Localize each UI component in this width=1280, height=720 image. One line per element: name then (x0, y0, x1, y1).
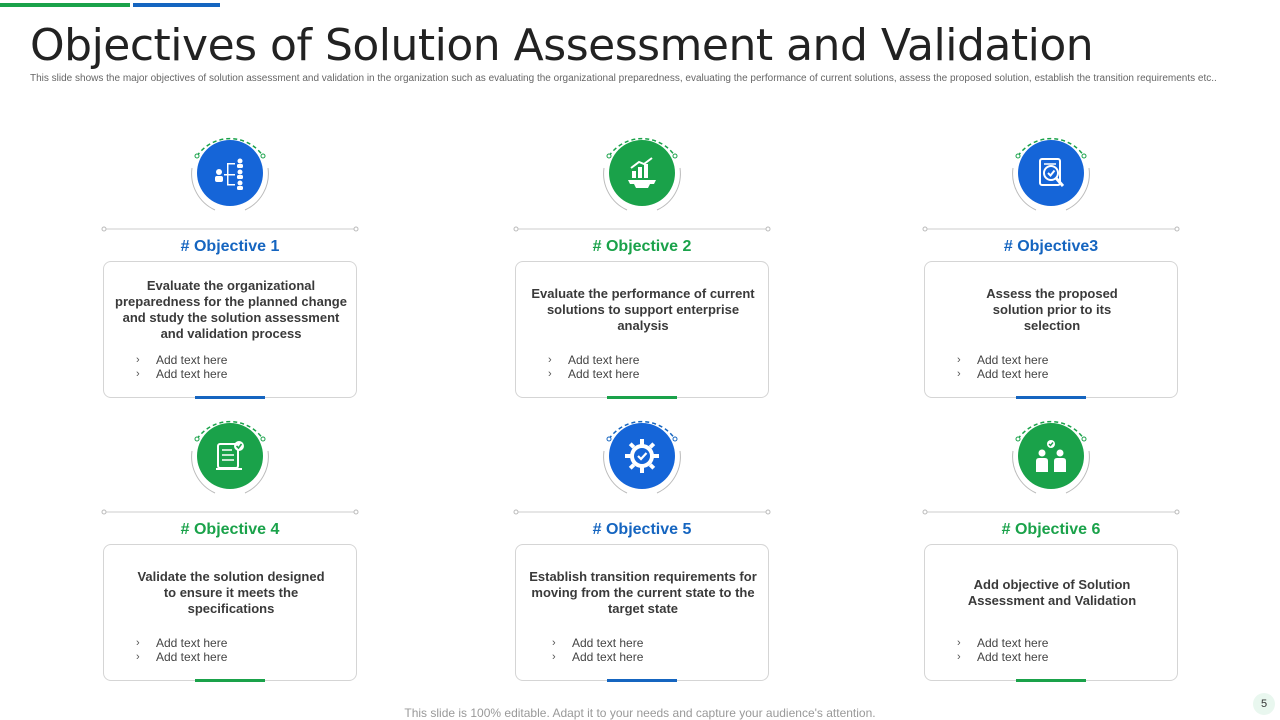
accent-underline (607, 396, 677, 399)
objective-heading: # Objective 2 (592, 238, 692, 255)
objective-card-3 (922, 128, 1180, 418)
objective-card-1 (101, 128, 359, 418)
chevron-right-icon: › (957, 368, 961, 380)
objective-icon-badge (597, 411, 687, 501)
chevron-right-icon: › (552, 637, 556, 649)
bullet-item (548, 367, 639, 381)
bullet-item (552, 636, 643, 650)
certificate-icon (197, 423, 263, 489)
organization-chart-icon (197, 140, 263, 206)
accent-underline (1016, 679, 1086, 682)
bullet-text: Add text here (156, 650, 228, 664)
objective-description: Validate the solution designed to ensure it meets the specifications (137, 569, 325, 616)
bullet-item (957, 367, 1048, 381)
objective-card-5 (513, 411, 771, 701)
bullet-item (136, 367, 227, 381)
bullet-text: Add text here (572, 650, 644, 664)
objective-box (103, 261, 357, 398)
bullet-text: Add text here (977, 353, 1049, 367)
bullet-list (136, 636, 227, 664)
slide-footer: This slide is 100% editable. Adapt it to your needs and capture your audience's attention. (404, 706, 876, 720)
bullet-item (548, 353, 639, 367)
bullet-list (552, 636, 643, 664)
bullet-list (548, 353, 639, 381)
bullet-text: Add text here (572, 636, 644, 650)
objective-card-4 (101, 411, 359, 701)
accent-underline (1016, 396, 1086, 399)
connector-line (922, 224, 1180, 234)
chevron-right-icon: › (957, 637, 961, 649)
chevron-right-icon: › (957, 651, 961, 663)
objective-description: Evaluate the organizational preparedness for the planned change and study the solution assessment and validation process (115, 278, 347, 341)
bullet-list (957, 636, 1048, 664)
connector-line (922, 507, 1180, 517)
objective-description: Evaluate the performance of current solutions to support enterprise analysis (531, 286, 755, 333)
objective-box (515, 544, 769, 681)
objective-icon-badge (1006, 128, 1096, 218)
objective-card-2 (513, 128, 771, 418)
connector-line (101, 507, 359, 517)
objective-box (924, 544, 1178, 681)
accent-bar-green (0, 3, 130, 7)
bullet-text: Add text here (568, 367, 640, 381)
objective-icon-badge (185, 411, 275, 501)
page-number: 5 (1253, 693, 1275, 715)
objective-description: Add objective of Solution Assessment and Validation (967, 577, 1137, 608)
objective-icon-badge (597, 128, 687, 218)
growth-gear-icon (609, 140, 675, 206)
slide-subtitle: This slide shows the major objectives of solution assessment and validation in the organization such as evaluating the organizational preparedness, evaluating the performance of current solutions, assess the proposed solution, establish the transition requirements etc.. (30, 73, 1217, 84)
objective-icon-badge (185, 128, 275, 218)
accent-underline (195, 679, 265, 682)
chevron-right-icon: › (136, 368, 140, 380)
bullet-item (136, 353, 227, 367)
connector-line (513, 224, 771, 234)
bullet-list (957, 353, 1048, 381)
objective-description: Assess the proposed solution prior to its selection (986, 286, 1118, 333)
objective-heading: # Objective 6 (1001, 521, 1101, 538)
chevron-right-icon: › (957, 354, 961, 366)
objective-heading: # Objective 1 (180, 238, 280, 255)
bullet-text: Add text here (977, 636, 1049, 650)
chevron-right-icon: › (136, 354, 140, 366)
connector-line (513, 507, 771, 517)
objective-icon-badge (1006, 411, 1096, 501)
objective-heading: # Objective3 (1003, 238, 1099, 255)
objective-description: Establish transition requirements for moving from the current state to the target state (529, 569, 757, 616)
bullet-text: Add text here (977, 367, 1049, 381)
objective-box (515, 261, 769, 398)
accent-underline (607, 679, 677, 682)
chevron-right-icon: › (548, 354, 552, 366)
chevron-right-icon: › (548, 368, 552, 380)
bullet-item (136, 650, 227, 664)
gear-check-icon (609, 423, 675, 489)
objective-heading: # Objective 4 (180, 521, 280, 538)
accent-bar-blue (133, 3, 220, 7)
bullet-item (957, 650, 1048, 664)
chevron-right-icon: › (136, 651, 140, 663)
bullet-item (957, 636, 1048, 650)
bullet-text: Add text here (156, 353, 228, 367)
objective-heading: # Objective 5 (592, 521, 692, 538)
bullet-text: Add text here (568, 353, 640, 367)
chevron-right-icon: › (552, 651, 556, 663)
accent-underline (195, 396, 265, 399)
bullet-item (957, 353, 1048, 367)
document-check-icon (1018, 140, 1084, 206)
bullet-list (136, 353, 227, 381)
bullet-text: Add text here (977, 650, 1049, 664)
connector-line (101, 224, 359, 234)
chevron-right-icon: › (136, 637, 140, 649)
bullet-item (552, 650, 643, 664)
objective-box (103, 544, 357, 681)
bullet-text: Add text here (156, 367, 228, 381)
team-check-icon (1018, 423, 1084, 489)
bullet-text: Add text here (156, 636, 228, 650)
objective-card-6 (922, 411, 1180, 701)
slide-title: Objectives of Solution Assessment and Validation (30, 20, 1094, 71)
objective-box (924, 261, 1178, 398)
bullet-item (136, 636, 227, 650)
